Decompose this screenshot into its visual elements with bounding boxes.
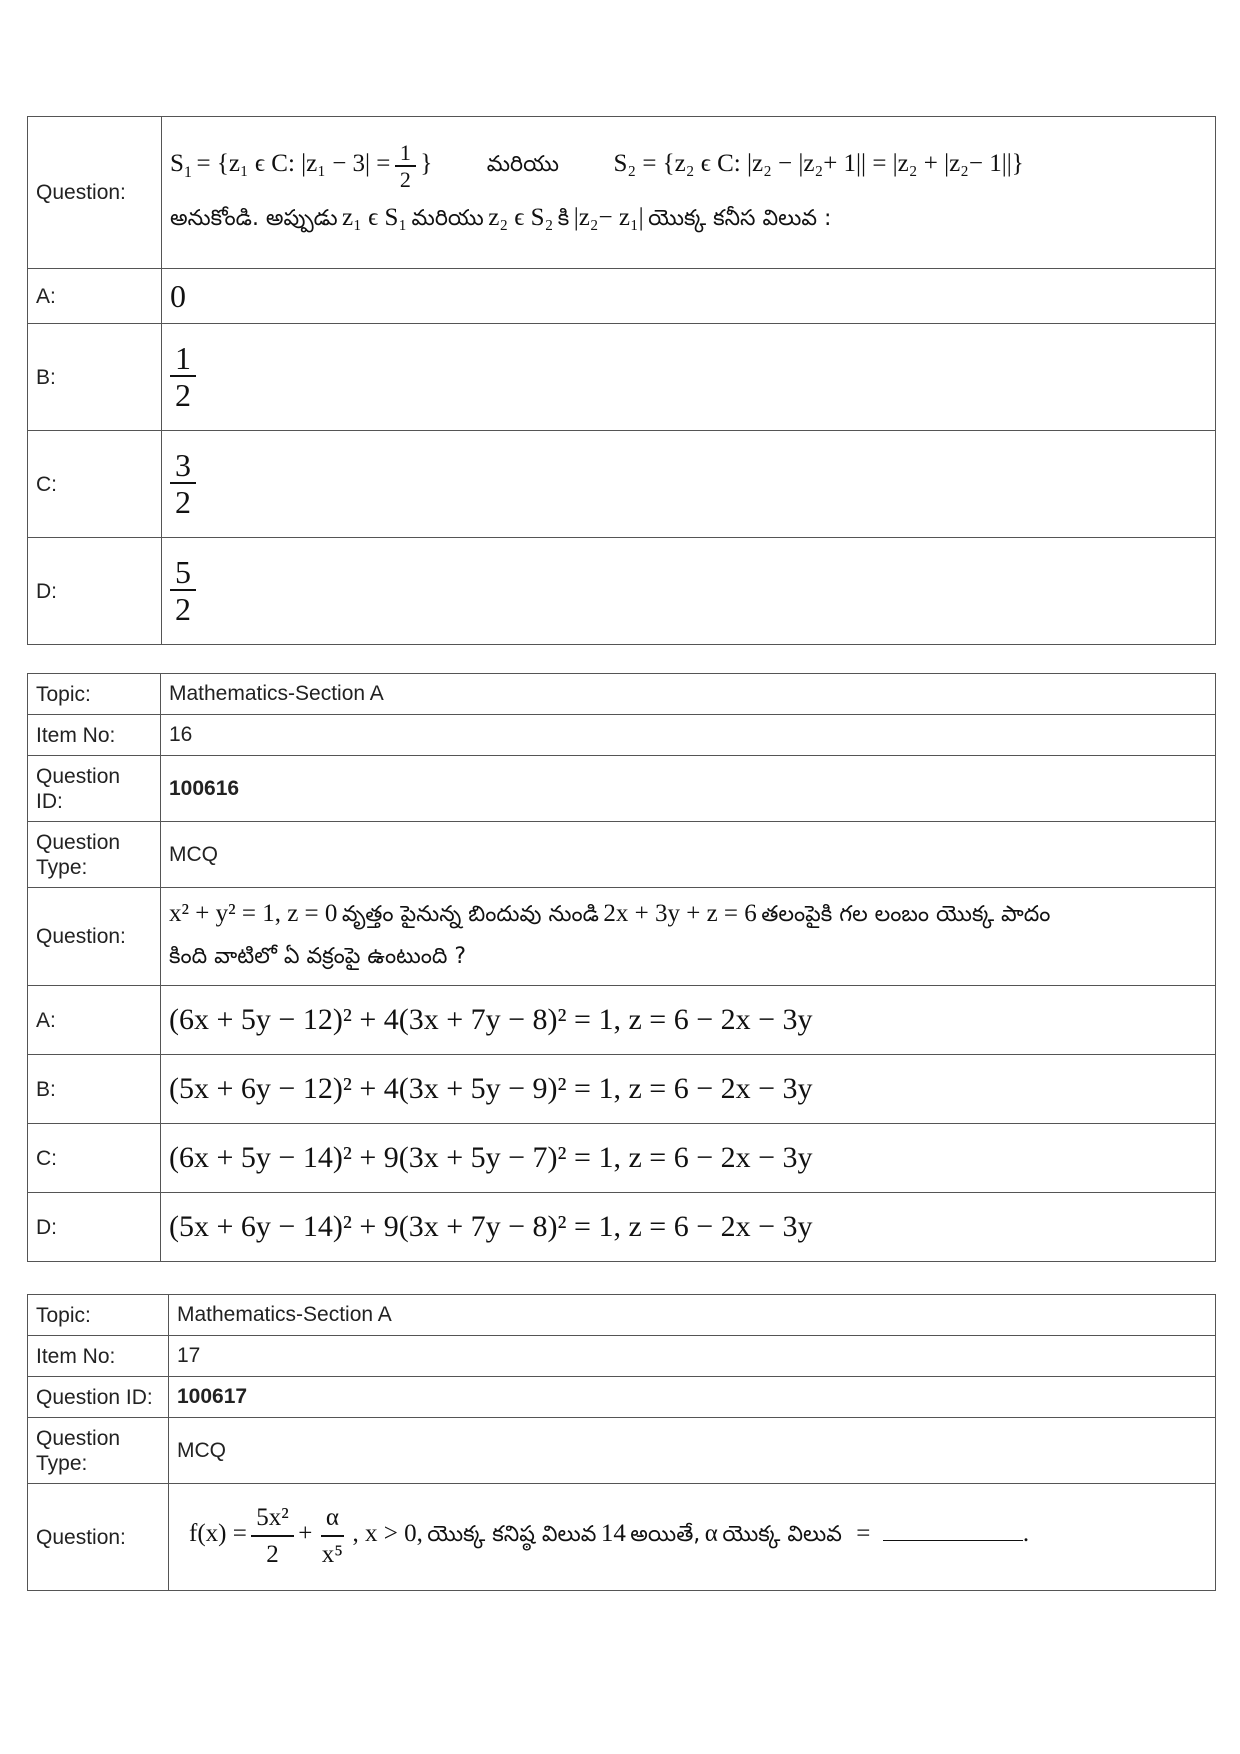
option-value: (5x + 6y − 12)² + 4(3x + 5y − 9)² = 1, z = 6 − 2x − 3y bbox=[161, 1055, 1216, 1124]
option-row-a bbox=[28, 986, 1216, 1055]
item-row bbox=[28, 715, 1216, 756]
set-s2-def: S₂ = {z₂ ϵ C: |z₂ − |z₂+ 1|| = |z₂ + |z₂− 1||} bbox=[613, 150, 1024, 178]
question-math-part: |z₂− z₁| bbox=[573, 204, 644, 232]
plus-sign: + bbox=[298, 1520, 313, 1548]
option-label: D: bbox=[28, 538, 162, 645]
option-label: B: bbox=[28, 324, 162, 431]
topic-label: Topic: bbox=[28, 674, 161, 715]
question-text-part: మరియు bbox=[411, 206, 484, 232]
option-value: (6x + 5y − 12)² + 4(3x + 7y − 8)² = 1, z = 6 − 2x − 3y bbox=[161, 986, 1216, 1055]
topic-value: Mathematics-Section A bbox=[161, 674, 1216, 715]
option-row-c bbox=[28, 1124, 1216, 1193]
question-table-17 bbox=[27, 1294, 1216, 1591]
question-math-part: x² + y² = 1, z = 0 bbox=[169, 900, 338, 927]
option-value: (6x + 5y − 14)² + 9(3x + 5y − 7)² = 1, z = 6 − 2x − 3y bbox=[161, 1124, 1216, 1193]
question-text-part: కింది వాటిలో ఏ వక్రంపై ఉంటుంది ? bbox=[169, 944, 467, 969]
question-label: Question: bbox=[28, 888, 161, 986]
item-label: Item No: bbox=[28, 715, 161, 756]
item-label: Item No: bbox=[28, 1336, 169, 1377]
question-id-row bbox=[28, 1377, 1216, 1418]
question-math-part: 2x + 3y + z = 6 bbox=[603, 900, 757, 927]
question-text bbox=[169, 1484, 1216, 1591]
question-text bbox=[162, 117, 1216, 269]
option-value: (5x + 6y − 14)² + 9(3x + 7y − 8)² = 1, z = 6 − 2x − 3y bbox=[161, 1193, 1216, 1262]
question-id-value: 100616 bbox=[161, 756, 1216, 822]
option-label: A: bbox=[28, 269, 162, 324]
and-word: మరియు bbox=[486, 152, 559, 178]
domain-condition: , x > 0, bbox=[352, 1520, 423, 1548]
question-row bbox=[28, 117, 1216, 269]
answer-blank bbox=[883, 1540, 1023, 1541]
option-fraction: $\frac{5}{2}$ bbox=[170, 555, 196, 627]
question-type-row bbox=[28, 822, 1216, 888]
question-type-value: MCQ bbox=[161, 822, 1216, 888]
item-value: 17 bbox=[169, 1336, 1216, 1377]
question-type-label: Question Type: bbox=[28, 822, 161, 888]
question-row bbox=[28, 888, 1216, 986]
question-text-part: వృత్తం పైనున్న బిందువు నుండి bbox=[341, 902, 599, 927]
option-label: C: bbox=[28, 1124, 161, 1193]
question-math-part: z₁ ϵ S₁ bbox=[342, 204, 408, 232]
question-type-row bbox=[28, 1418, 1216, 1484]
question-table-16 bbox=[27, 673, 1216, 1262]
question-text-part: కి bbox=[557, 206, 570, 232]
item-value: 16 bbox=[161, 715, 1216, 756]
question-table-15-continued bbox=[27, 116, 1216, 645]
item-row bbox=[28, 1336, 1216, 1377]
question-type-label: Question Type: bbox=[28, 1418, 169, 1484]
topic-value: Mathematics-Section A bbox=[169, 1295, 1216, 1336]
question-math-part: z₂ ϵ S₂ bbox=[488, 204, 554, 232]
function-name: f(x) = bbox=[189, 1520, 247, 1548]
fraction-alpha-over-x5: $\frac{\alpha}{\text{x⁵}}$ bbox=[317, 1501, 348, 1573]
question-type-value: MCQ bbox=[169, 1418, 1216, 1484]
option-fraction: $\frac{3}{2}$ bbox=[170, 448, 196, 520]
option-value bbox=[162, 538, 1216, 645]
question-text-part: యొక్క విలువ bbox=[722, 1522, 842, 1548]
question-line-2 bbox=[169, 937, 1207, 979]
question-id-row bbox=[28, 756, 1216, 822]
topic-label: Topic: bbox=[28, 1295, 169, 1336]
option-label: A: bbox=[28, 986, 161, 1055]
question-label: Question: bbox=[28, 1484, 169, 1591]
fraction-5x2-over-2: $\frac{\text{5x²}}{2}$ bbox=[251, 1501, 294, 1573]
option-label: B: bbox=[28, 1055, 161, 1124]
question-line-1 bbox=[169, 894, 1207, 937]
question-text-part: అనుకోండి. అప్పుడు bbox=[170, 206, 338, 232]
question-id-value: 100617 bbox=[169, 1377, 1216, 1418]
option-row-d bbox=[28, 538, 1216, 645]
option-value bbox=[162, 324, 1216, 431]
alpha-symbol: α bbox=[704, 1520, 718, 1548]
topic-row bbox=[28, 674, 1216, 715]
option-value: 0 bbox=[162, 269, 1216, 324]
set-close-brace: } bbox=[420, 150, 433, 178]
question-line-1 bbox=[170, 141, 1207, 195]
question-line-2 bbox=[170, 195, 1207, 244]
option-row-b bbox=[28, 324, 1216, 431]
question-text-part: అయితే, bbox=[630, 1522, 701, 1548]
question-text bbox=[161, 888, 1216, 986]
equals-sign: = bbox=[856, 1520, 871, 1548]
question-id-label: Question ID: bbox=[28, 1377, 169, 1418]
set-s1-name: $S_1$ bbox=[170, 150, 193, 182]
option-row-d bbox=[28, 1193, 1216, 1262]
period: . bbox=[1022, 1520, 1030, 1548]
minimum-value: 14 bbox=[600, 1520, 626, 1548]
fraction-one-half: $\frac{1}{2}$ bbox=[395, 141, 416, 193]
option-value bbox=[162, 431, 1216, 538]
question-id-label: Question ID: bbox=[28, 756, 161, 822]
option-row-c bbox=[28, 431, 1216, 538]
question-row bbox=[28, 1484, 1216, 1591]
option-label: D: bbox=[28, 1193, 161, 1262]
question-text-part: యొక్క కనిష్ఠ విలువ bbox=[427, 1522, 597, 1548]
option-label: C: bbox=[28, 431, 162, 538]
option-row-a bbox=[28, 269, 1216, 324]
option-fraction: $\frac{1}{2}$ bbox=[170, 341, 196, 413]
set-s1-def: = {z₁ ϵ C: |z₁ − 3| = bbox=[196, 150, 391, 178]
option-row-b bbox=[28, 1055, 1216, 1124]
topic-row bbox=[28, 1295, 1216, 1336]
question-text-part: యొక్క కనీస విలువ : bbox=[648, 206, 832, 232]
question-label: Question: bbox=[28, 117, 162, 269]
question-text-part: తలంపైకి గల లంబం యొక్క పాదం bbox=[761, 902, 1051, 927]
